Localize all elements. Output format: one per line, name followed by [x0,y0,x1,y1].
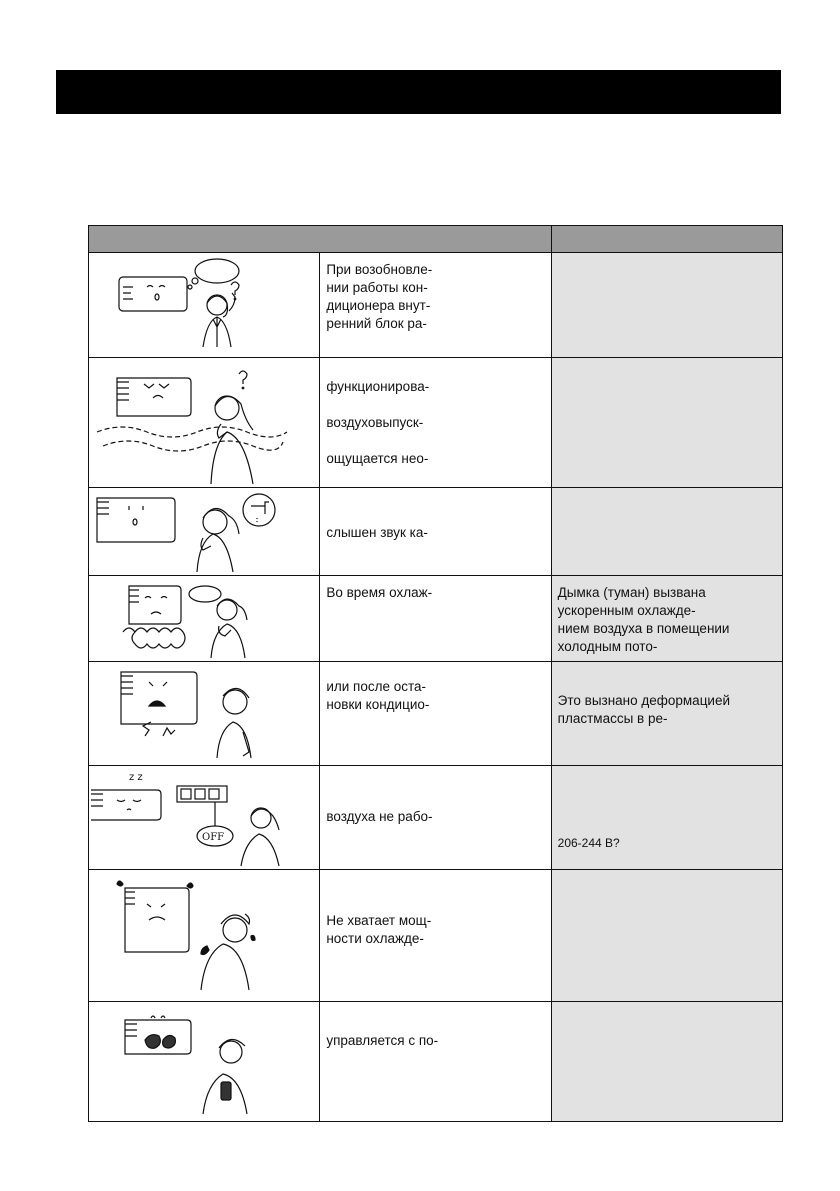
symptom-line: или после оста- [326,679,427,694]
symptom-line: воздуховыпуск- [326,415,424,430]
explanation-cell [551,576,782,662]
explanation-cell [551,766,782,870]
table-row [89,662,783,766]
symptom-cell [320,253,551,358]
table-row [89,576,783,662]
unit-and-woman-smelling-icon [89,358,294,486]
row-illustration [89,870,320,1002]
row-illustration [89,358,320,488]
symptom-line: нии работы кон- [326,280,428,295]
symptom-cell [320,488,551,576]
explanation-cell [551,253,782,358]
explanation-line: нием воздуха в помещении холодным пото- [557,621,730,654]
row-illustration [89,253,320,358]
symptom-line: слышен звук ка- [326,525,428,540]
symptom-cell [320,358,551,488]
symptom-line: Не хватает мощ- [326,913,432,928]
explanation-cell [551,870,782,1002]
symptom-cell [320,576,551,662]
unit-sleeping-switch-off-icon [89,766,294,868]
unit-and-man-with-remote-icon [89,1002,294,1120]
table-row [89,1002,783,1122]
symptom-line: При возобновле- [326,262,433,277]
symptom-line: Во время охлаж- [326,585,433,600]
unit-and-woman-with-faucet-icon [89,488,294,574]
table-row [89,766,783,870]
unit-with-mist-icon [89,576,294,660]
row-illustration [89,576,320,662]
explanation-cell [551,358,782,488]
row-illustration [89,488,320,576]
row-illustration [89,662,320,766]
table-row [89,488,783,576]
symptom-line: диционера внут- [326,298,431,313]
symptom-cell [320,766,551,870]
explanation-line: 206-244 В? [557,836,620,850]
explanation-cell [551,1002,782,1122]
row-illustration [89,766,320,870]
explanation-line: Дымка (туман) вызвана ускоренным охлажде- [557,585,706,618]
unit-cracking-icon [89,662,294,764]
unit-sweating-man-icon [89,870,294,1000]
symptom-line: ренний блок ра- [326,316,427,331]
symptom-cell [320,1002,551,1122]
table-row [89,870,783,1002]
section-title-bar [56,70,781,114]
symptom-line: управляется с по- [326,1033,439,1048]
table-row [89,253,783,358]
column-header-explanation [551,226,782,253]
symptom-line: новки кондицио- [326,697,430,712]
symptom-line: ности охлажде- [326,931,424,946]
symptom-line: функционирова- [326,379,430,394]
table-row [89,358,783,488]
symptom-line: воздуха не рабо- [326,809,433,824]
row-illustration [89,1002,320,1122]
explanation-cell [551,488,782,576]
table-header-row [89,226,783,253]
column-header-symptom [89,226,552,253]
explanation-cell [551,662,782,766]
symptom-cell [320,870,551,1002]
unit-and-confused-woman-icon [89,253,294,356]
symptom-line: ощущается нео- [326,451,429,466]
troubleshooting-table [88,225,783,1122]
symptom-cell [320,662,551,766]
svg-text:OFF: OFF [202,832,225,843]
svg-text:z z: z z [129,772,143,783]
explanation-line: Это вызнано деформацией пластмассы в ре- [557,693,731,726]
